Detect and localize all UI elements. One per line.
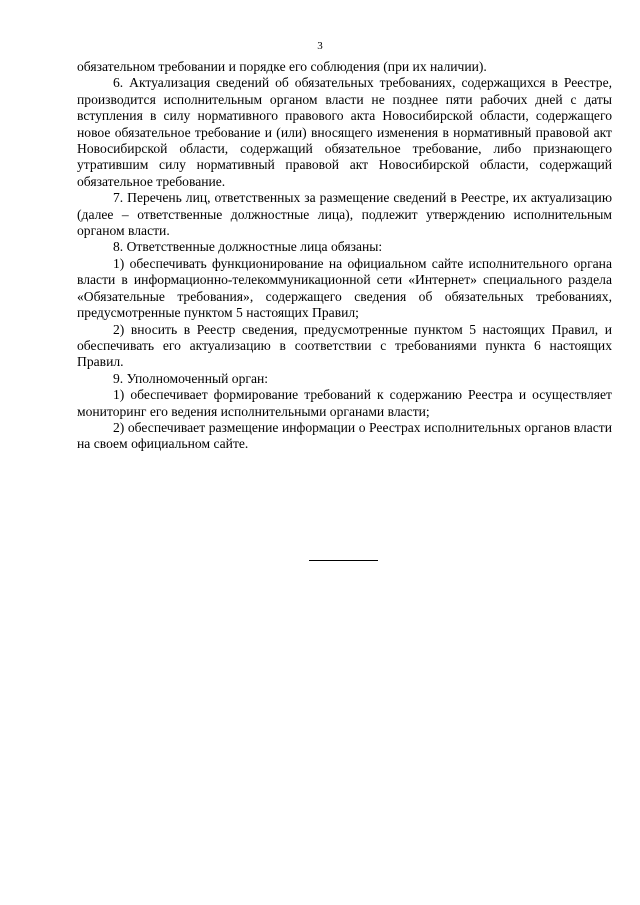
paragraph-8-item-1: 1) обеспечивать функционирование на официальном сайте исполнительного органа власти в информационно-телекоммуникационной сети «Интернет» специального раздела «Обязательные требования», содержащего сведения об обязательных требованиях, предусмотренные пунктом 5 настоящих Правил;: [77, 255, 612, 321]
paragraph-7: 7. Перечень лиц, ответственных за размещение сведений в Реестре, их актуализацию (далее – ответственные должностные лица), подлежит утверждению исполнительным органом власти.: [77, 190, 612, 239]
paragraph-9-item-1: 1) обеспечивает формирование требований к содержанию Реестра и осуществляет мониторинг его ведения исполнительными органами власти;: [77, 387, 612, 419]
document-body: [77, 59, 612, 453]
paragraph-8-item-2: 2) вносить в Реестр сведения, предусмотренные пунктом 5 настоящих Правил, и обеспечивать его актуализацию в соответствии с требованиями пункта 6 настоящих Правил.: [77, 321, 612, 370]
paragraph-6: 6. Актуализация сведений об обязательных требованиях, содержащихся в Реестре, производится исполнительным органом власти не позднее пяти рабочих дней с даты вступления в силу нормативного правового акта Новосибирской области, содержащего новое обязательное требование и (или) вносящего изменения в нормативный правовой акт Новосибирской области, содержащий обязательное требование, либо признающего утратившим силу нормативный правовой акт Новосибирской области, содержащий обязательное требование.: [77, 75, 612, 189]
paragraph-continuation: обязательном требовании и порядке его соблюдения (при их наличии).: [77, 59, 487, 74]
page-number: 3: [317, 40, 323, 52]
paragraph-9-item-2: 2) обеспечивает размещение информации о Реестрах исполнительных органов власти на своем официальном сайте.: [77, 419, 612, 452]
paragraph-9: 9. Уполномоченный орган:: [113, 370, 269, 386]
paragraph-8: 8. Ответственные должностные лица обязаны:: [113, 239, 383, 255]
end-of-document-rule: [309, 560, 378, 561]
